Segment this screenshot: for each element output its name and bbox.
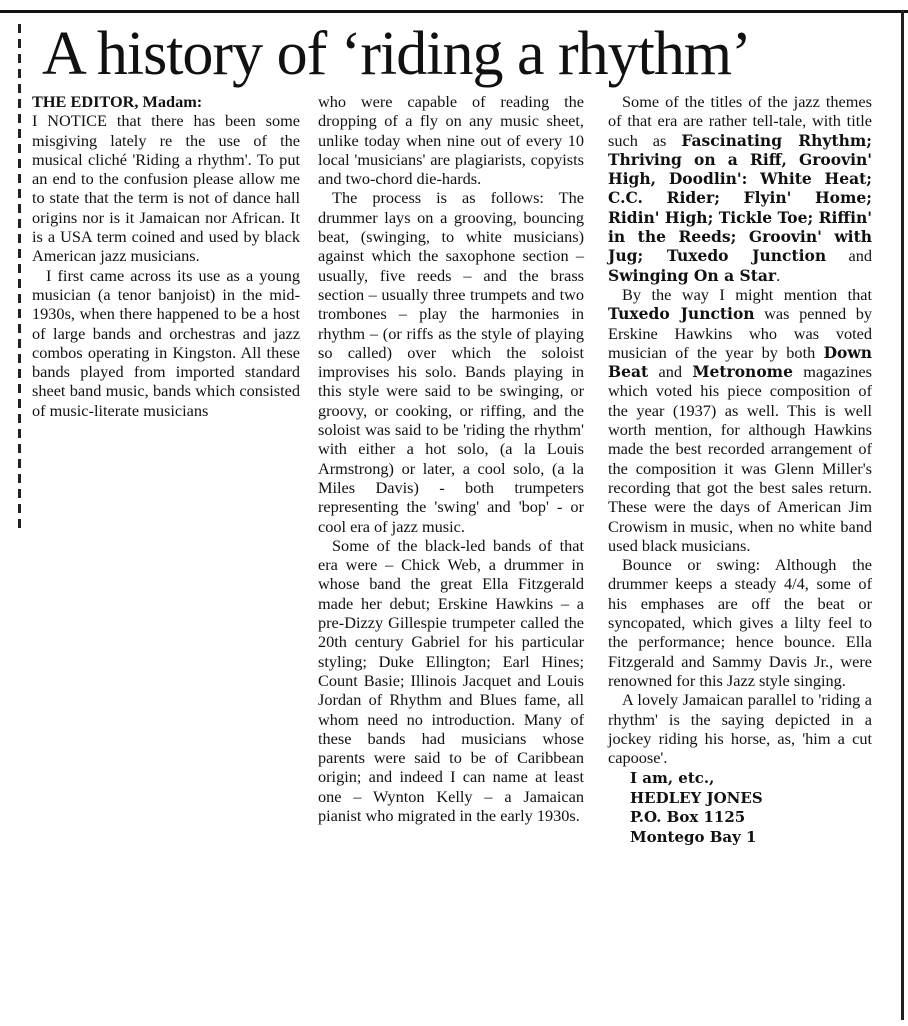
author-town: Montego Bay 1 bbox=[630, 827, 757, 846]
paragraph: A lovely Jamaican parallel to 'riding a rhythm' is the saying depicted in a jockey riding his horse, as, 'him a cut capoose'. bbox=[608, 690, 872, 768]
author-name: HEDLEY JONES bbox=[630, 788, 763, 807]
text-run: and bbox=[658, 362, 683, 382]
text-run: magazines which voted his piece composition of the year (1937) as well. This is well worth mention, for although Hawkins made the best recorded arrangement of the composition it was Glenn Miller's recording that got the best sales return. These were the days of American Jim Crowism in music, when no white band used black musicians. bbox=[608, 362, 872, 555]
letter-salutation: THE EDITOR, Madam: bbox=[32, 92, 203, 111]
paragraph: I first came across its use as a young musician (a tenor banjoist) in the mid-1930s, when there happened to be a host of large bands and orchestras and jazz combos operating in Kingston. All these bands played from imported standard sheet band music, bands which consisted of music-literate musicians bbox=[32, 265, 300, 420]
column-2 bbox=[318, 92, 584, 825]
paragraph bbox=[608, 285, 872, 555]
article-headline: A history of ‘riding a rhythm’ bbox=[42, 20, 751, 88]
right-rule bbox=[901, 10, 904, 1020]
jazz-titles: Fascinating Rhythm; Thriving on a Riff, Groovin' High, Doodlin': White Heat; C.C. Rider; Flyin' Home; Ridin' High; Tickle Toe; Riffin' in the Reeds; Groovin' with Jug; Tuxedo Junction bbox=[608, 130, 873, 266]
column-1 bbox=[32, 92, 300, 420]
author-po-box: P.O. Box 1125 bbox=[630, 808, 746, 827]
letter-signoff bbox=[608, 769, 872, 847]
paragraph: who were capable of reading the dropping of a fly on any music sheet, unlike today when nine out of every 10 local 'musicians' are plagiarists, copyists and two-chord die-hards. bbox=[318, 92, 584, 189]
text-run: and bbox=[848, 246, 872, 266]
text-run: Some of the titles of the jazz themes of that era are rather tell-tale, with title such as bbox=[608, 92, 872, 150]
magazine-name: Metronome bbox=[692, 362, 793, 382]
paragraph: The process is as follows: The drummer lays on a grooving, bouncing beat, (swinging, to white musicians) against which the saxophone section – usually, five reeds – and the brass section – usually three trumpets and two trombones – play the harmonies in rhythm – (or riffs as the style of playing so called) over which the soloist improvises his solo. Bands playing in this style were said to be swinging, or groovy, or cooking, or riffing, and the soloist was said to be 'riding the rhythm' with either a hot solo, (a la Louis Armstrong) or later, a cool solo, (a la Miles Davis) - both trumpeters representing the 'swing' and 'bop' - or cool era of jazz music. bbox=[318, 188, 584, 536]
jazz-title: Swinging On a Star bbox=[608, 265, 777, 285]
paragraph: Some of the titles of the jazz themes of that era are rather tell-tale, with title such as Fascinating Rhythm; Thriving on a Riff, Groovin' High, Doodlin': White Heat; C.C. Rider; Flyin' Home; Ridin' High; Tickle Toe; Riffin' in the Reeds; Groovin' with Jug; Tuxedo Junction and Swinging On a Star. bbox=[608, 92, 873, 285]
jazz-title: Tuxedo Junction bbox=[608, 304, 755, 324]
paragraph: Some of the black-led bands of that era were – Chick Web, a drummer in whose band the great Ella Fitzgerald made her debut; Erskine Hawkins – a pre-Dizzy Gillespie trumpeter called the 20th century Gabriel for his particular styling; Duke Ellington; Earl Hines; Count Basie; Illinois Jacquet and Louis Jordan of Rhythm and Blues fame, all whom need no introduction. Many of these bands had musicians whose parents were said to be of Caribbean origin; and indeed I can name at least one – Wynton Kelly – a Jamaican pianist who migrated in the early 1930s. bbox=[318, 535, 584, 825]
signoff-closing: I am, etc., bbox=[630, 769, 715, 788]
text-run: was penned by Erskine Hawkins who was voted musician of the year by both bbox=[608, 304, 872, 362]
magazine-name: Down Beat bbox=[608, 342, 872, 382]
paragraph: Bounce or swing: Although the drummer keeps a steady 4/4, some of his emphases are off the beat or syncopated, which gives a lilty feel to the performance; hence bounce. Ella Fitzgerald and Sammy Davis Jr., were renowned for this Jazz style singing. bbox=[608, 555, 872, 690]
paragraph: I NOTICE that there has been some misgiving lately re the use of the musical cliché 'Riding a rhythm'. To put an end to the confusion please allow me to state that the term is not of dance hall origins nor is it Jamaican nor African. It is a USA term coined and used by black American jazz musicians. bbox=[32, 111, 300, 266]
column-3 bbox=[608, 92, 872, 847]
left-dashed-rule bbox=[18, 24, 21, 534]
text-run: By the way I might mention that bbox=[622, 284, 872, 304]
top-rule bbox=[0, 10, 908, 13]
